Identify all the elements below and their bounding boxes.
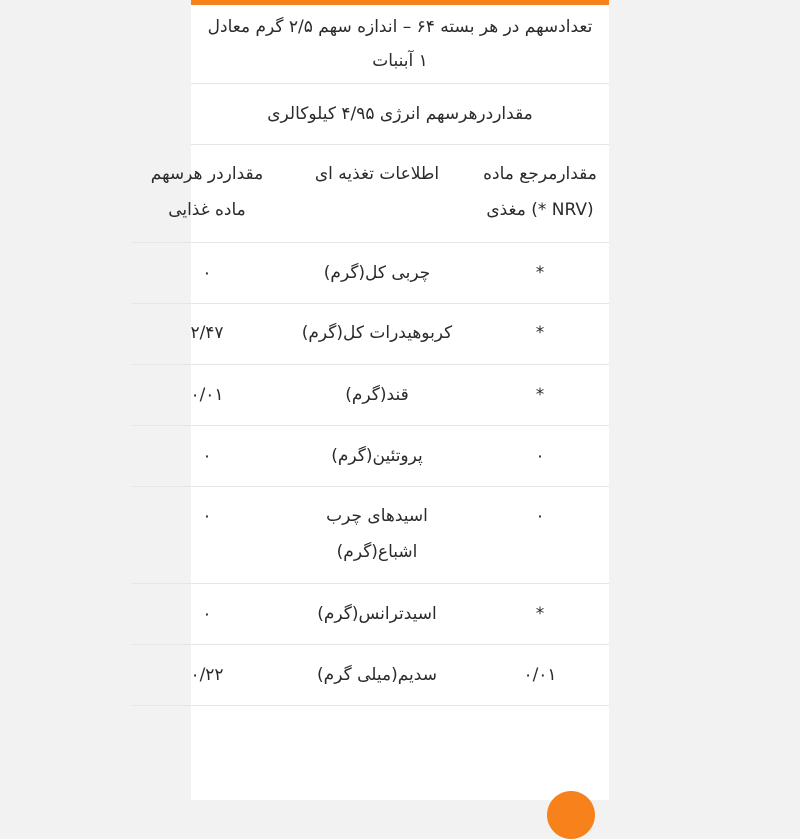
cell-nutrient: اسیدهای چرب اشباع(گرم) xyxy=(283,487,471,584)
nutrition-table xyxy=(131,145,609,706)
cell-reference: * xyxy=(471,365,609,426)
nutrition-card xyxy=(150,5,609,800)
cell-per-serving: ۰/۰۱ xyxy=(131,365,283,426)
table-row xyxy=(131,243,609,304)
cell-nutrient: اسیدترانس(گرم) xyxy=(283,584,471,645)
cell-per-serving: ۰/۲۲ xyxy=(131,645,283,706)
cell-reference: * xyxy=(471,584,609,645)
cell-per-serving: ۰ xyxy=(131,426,283,487)
table-row xyxy=(131,365,609,426)
header-reference: مقدارمرجع ماده (NRV *) مغذی xyxy=(471,145,609,243)
cell-reference: ۰ xyxy=(471,487,609,584)
cell-per-serving: ۰ xyxy=(131,487,283,584)
cell-nutrient: پروتئین(گرم) xyxy=(283,426,471,487)
cell-reference: * xyxy=(471,304,609,365)
cell-reference: ۰/۰۱ xyxy=(471,645,609,706)
serving-info: تعدادسهم در هر بسته ۶۴ – اندازه سهم ۲/۵ گرم معادل ۱ آبنبات xyxy=(191,5,609,84)
cell-per-serving: ۰ xyxy=(131,243,283,304)
cell-nutrient: سدیم(میلی گرم) xyxy=(283,645,471,706)
table-row xyxy=(131,584,609,645)
cell-per-serving: ۰ xyxy=(131,584,283,645)
cell-nutrient: قند(گرم) xyxy=(283,365,471,426)
table-row xyxy=(131,426,609,487)
floating-action-button[interactable] xyxy=(547,791,595,839)
cell-per-serving: ۲/۴۷ xyxy=(131,304,283,365)
table-header-row xyxy=(131,145,609,243)
header-nutrient: اطلاعات تغذیه ای xyxy=(283,145,471,243)
table-row xyxy=(131,645,609,706)
header-per-serving: مقداردر هرسهم ماده غذایی xyxy=(131,145,283,243)
energy-info: مقداردرهرسهم انرژی ۴/۹۵ کیلوکالری xyxy=(191,84,609,145)
cell-reference: * xyxy=(471,243,609,304)
table-row xyxy=(131,487,609,584)
cell-nutrient: کربوهیدرات کل(گرم) xyxy=(283,304,471,365)
table-row xyxy=(131,304,609,365)
cell-nutrient: چربی کل(گرم) xyxy=(283,243,471,304)
cell-reference: ۰ xyxy=(471,426,609,487)
nutrition-content xyxy=(150,5,609,706)
